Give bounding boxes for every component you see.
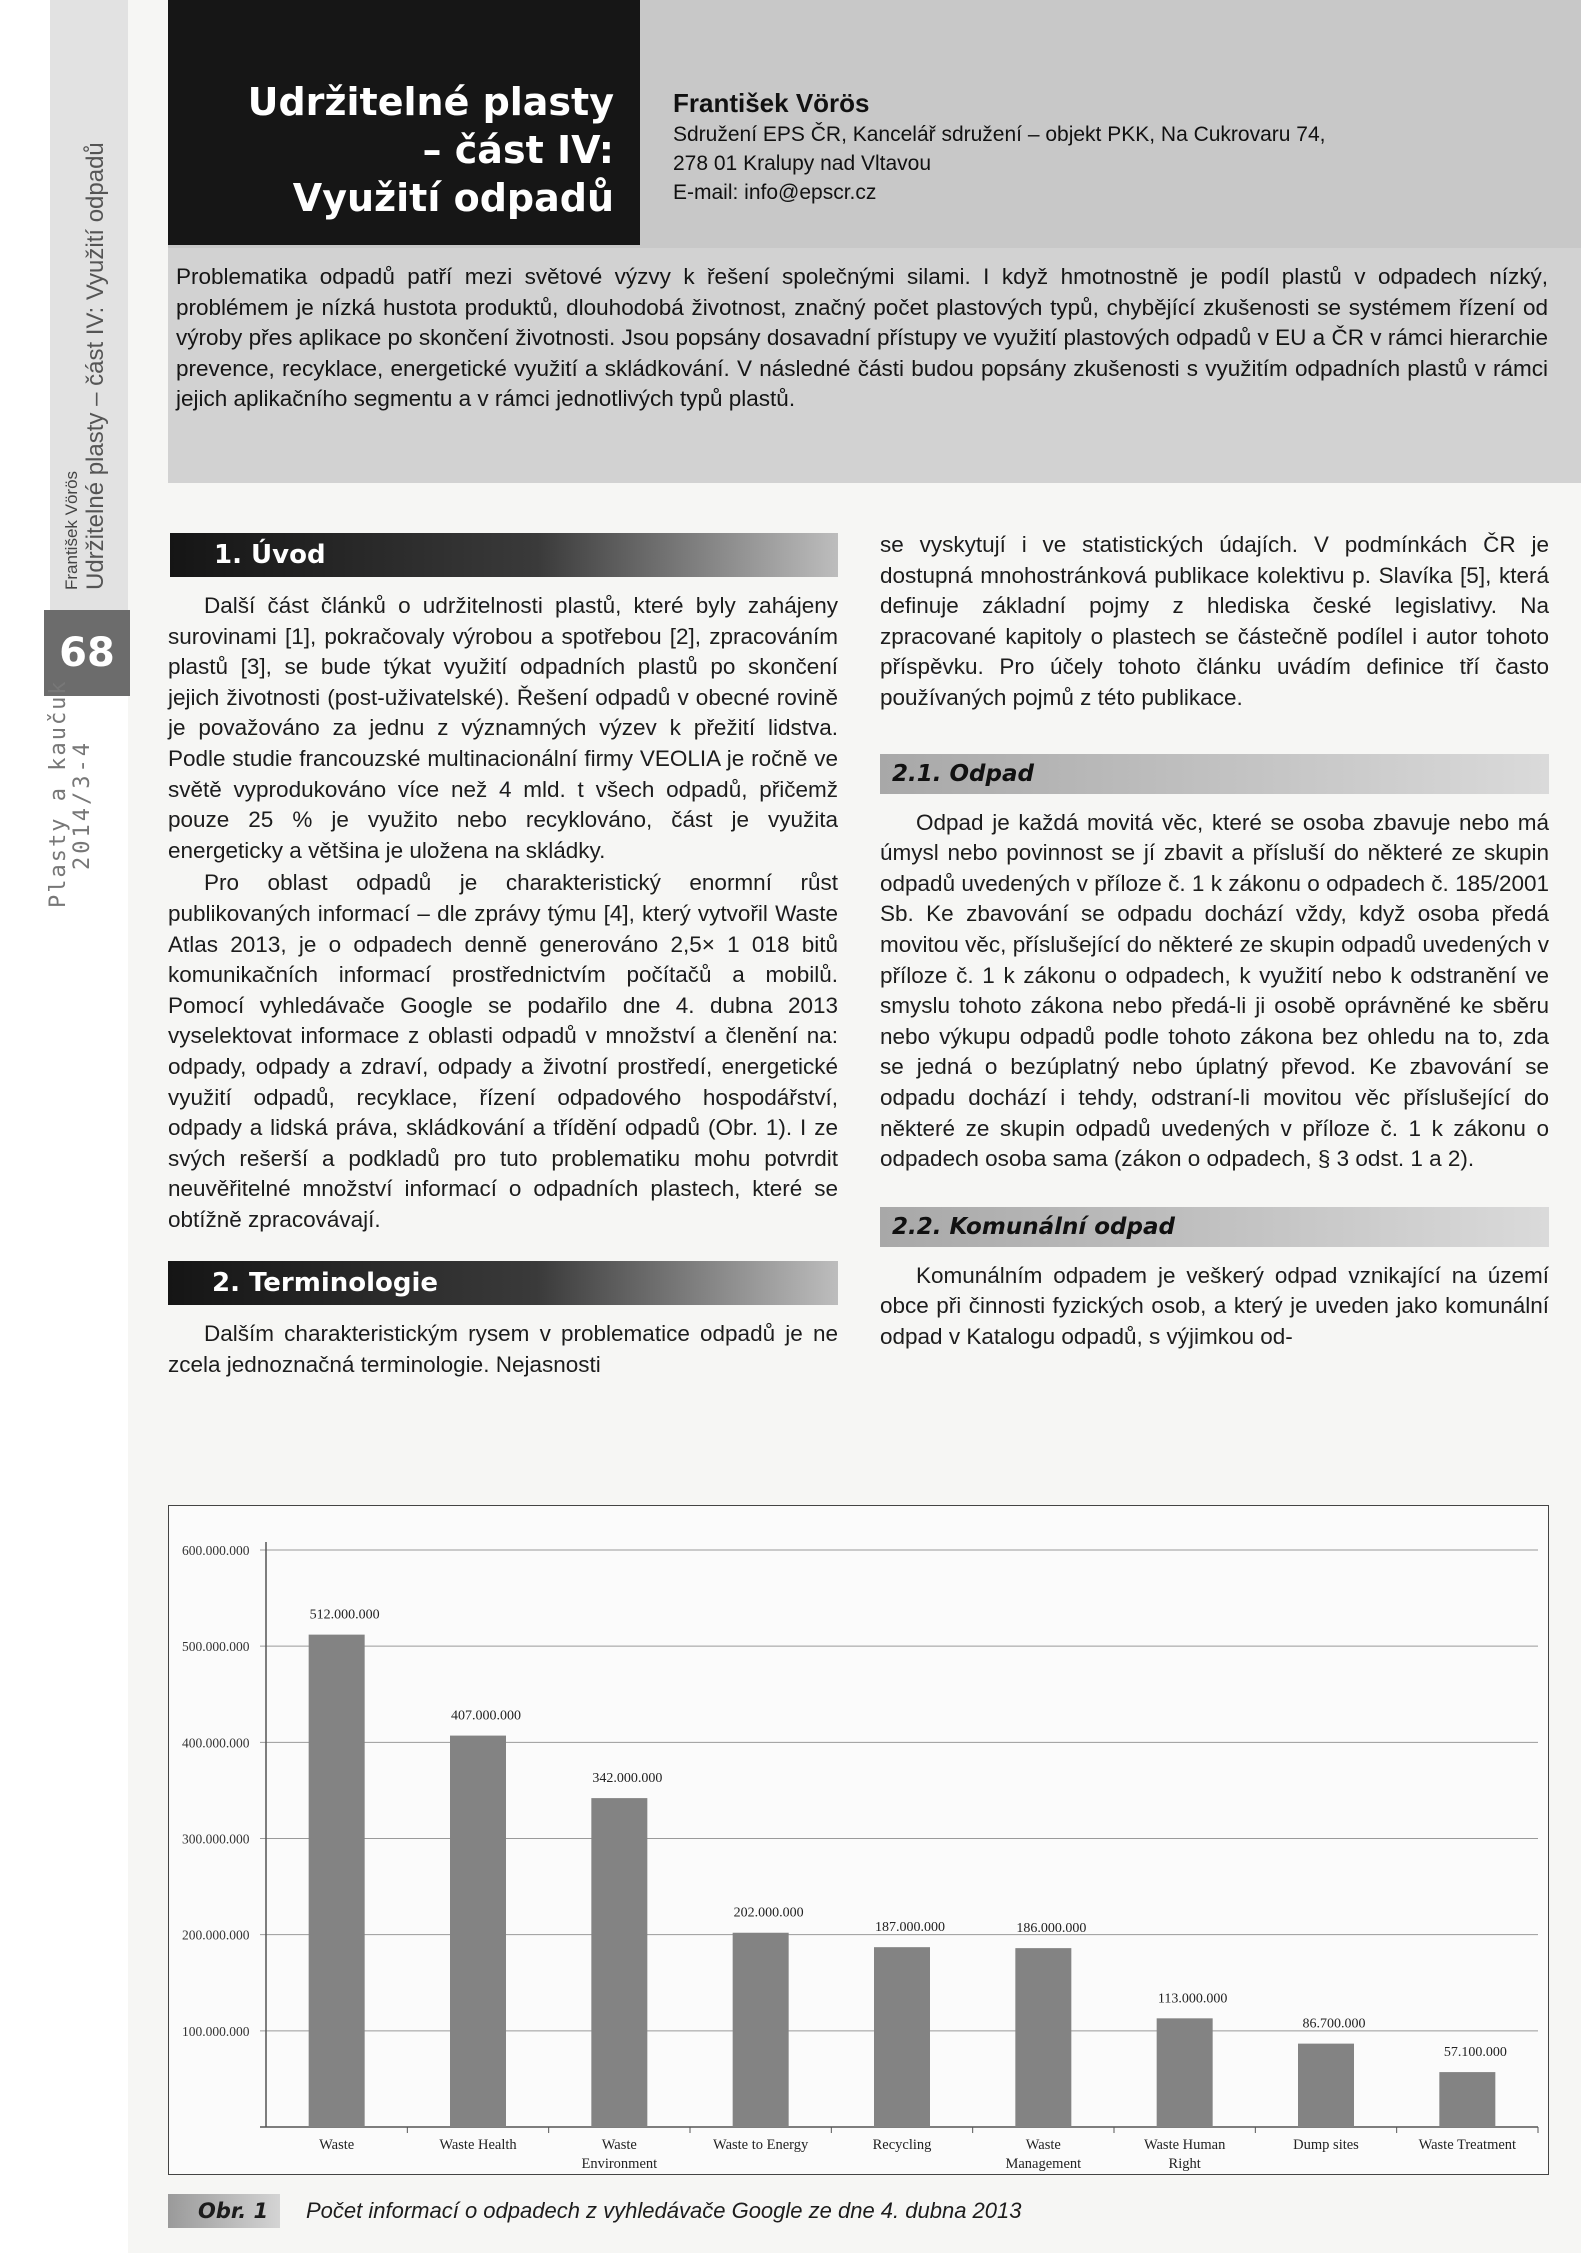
title-line-3: Využití odpadů (292, 176, 614, 220)
x-category-label: Waste (1025, 2137, 1061, 2153)
terminology-continued (880, 530, 1549, 714)
caption-text: Počet informací o odpadech z vyhledávače Google ze dne 4. dubna 2013 (306, 2198, 1022, 2223)
x-category-label: Waste (319, 2137, 355, 2153)
data-label: 113.000.000 (1157, 1991, 1228, 2007)
author-email: E-mail: info@epscr.cz (673, 181, 877, 204)
data-label: 57.100.000 (1443, 2045, 1507, 2061)
x-category-label: Waste (601, 2137, 637, 2153)
y-tick-label: 400.000.000 (182, 1735, 250, 1751)
terminology-paragraph-1: Dalším charakteristickým rysem v problematice odpadů je ne zcela jednoznačná terminologie. Nejasnosti (168, 1321, 838, 1378)
terminology-text (168, 1319, 838, 1380)
waste-text (880, 808, 1549, 1175)
bar-chart (168, 1505, 1549, 2175)
affiliation-line-2: 278 01 Kralupy nad Vltavou (673, 152, 932, 175)
author-block (673, 86, 1553, 207)
data-label: 512.000.000 (309, 1607, 380, 1623)
section-heading-waste: 2.1. Odpad (880, 754, 1549, 794)
x-category-label: Waste Treatment (1418, 2137, 1517, 2153)
running-header-title: Udržitelné plasty – část IV: Využití odpadů (82, 142, 109, 590)
left-column (168, 533, 838, 1381)
section-heading-terminology: 2. Terminologie (168, 1261, 838, 1305)
bar (1298, 2044, 1354, 2127)
title-line-2: – část IV: (422, 128, 614, 172)
figure-caption (168, 2194, 1549, 2230)
author-name: František Vörös (673, 88, 870, 118)
x-category-label: Environment (581, 2156, 658, 2172)
bar (874, 1947, 930, 2127)
x-category-label: Right (1168, 2156, 1201, 2172)
abstract: Problematika odpadů patří mezi světové výzvy k řešení společnými silami. I když hmotnostně je podíl plastů v odpadech nízký, problémem je nízká hustota produktů, dlouhodobá životnost, značný počet plastových typů, chybějící zkušenosti se systémem řízení od výroby přes aplikace po skončení životnosti. Jsou popsány dosavadní přístupy ve využití plastových odpadů v EU a ČR v rámci hierarchie prevence, recyklace, energetické využití a skládkování. V následné části budou popsány zkušenosti s využitím odpadních plastů v rámci jejich aplikačního segmentu a v rámci jednotlivých typů plastů. (176, 264, 1548, 411)
title-line-1: Udržitelné plasty (247, 80, 614, 124)
data-label: 187.000.000 (875, 1920, 945, 1936)
page-number: 68 (44, 610, 130, 696)
y-tick-label: 200.000.000 (182, 1927, 250, 1943)
bar (1439, 2072, 1495, 2127)
intro-paragraph-1: Další část článků o udržitelnosti plastů, které byly zahájeny surovinami [1], pokračovaly výrobou a spotřebou [2], zpracováním plastů [3], se bude týkat využití odpadních plastů po skončení jejich životnosti (post-uživatelské). Řešení odpadů v obecné rovině je považováno za jednu z významných výzev k přežití lidstva. Podle studie francouzské multinacionální firmy VEOLIA je ročně ve světě vyprodukováno více než 4 mld. t všech odpadů, přičemž pouze 25 % je využito nebo recyklováno, část je využita energeticky a většina je uložena na skládky. (168, 593, 838, 863)
intro-text (168, 591, 838, 1235)
section-heading-municipal-waste: 2.2. Komunální odpad (880, 1207, 1549, 1247)
terminology-paragraph-1-cont: se vyskytují i ve statistických údajích. V podmínkách ČR je dostupná mnohostránková publikace kolektivu p. Slavíka [5], která definuje základní pojmy z hlediska české legislativy. Na zpracované kapitoly o plastech se částečně podílel i autor tohoto příspěvku. Pro účely tohoto článku uvádím definice tří často používaných pojmů z této publikace. (880, 532, 1549, 710)
article-title (168, 0, 640, 245)
data-label: 186.000.000 (1016, 1921, 1087, 1937)
x-category-label: Management (1005, 2156, 1082, 2172)
x-category-label: Dump sites (1293, 2137, 1359, 2153)
right-column (880, 530, 1549, 1352)
data-label: 342.000.000 (592, 1771, 663, 1787)
waste-paragraph-1: Odpad je každá movitá věc, které se osoba zbavuje nebo má úmysl nebo povinnost se jí zbavit a přísluší do některé ze skupin odpadů uvedených v příloze č. 1 k zákonu o odpadech č. 185/2001 Sb. Ke zbavování se odpadu dochází vždy, když osoba předá movitou věc, příslušející do některé ze skupin odpadů uvedených v příloze č. 1 k zákonu o odpadech, k využití nebo k odstranění ve smyslu tohoto zákona nebo předá-li ji osobě oprávněné ke sběru nebo výkupu odpadů podle tohoto zákona bez ohledu na to, zda se jedná o bezúplatný nebo úplatný převod. Ke zbavování se odpadu dochází i tehdy, odstraní-li movitou věc příslušející do některé ze skupin odpadů uvedených v příloze č. 1 k zákonu o odpadech osoba sama (zákon o odpadech, § 3 odst. 1 a 2). (880, 809, 1549, 1172)
affiliation-line-1: Sdružení EPS ČR, Kancelář sdružení – objekt PKK, Na Cukrovaru 74, (673, 123, 1326, 146)
data-label: 202.000.000 (733, 1905, 804, 1921)
x-category-label: Recycling (872, 2137, 932, 2153)
y-tick-label: 300.000.000 (182, 1831, 250, 1847)
municipal-waste-text (880, 1261, 1549, 1353)
y-tick-label: 600.000.000 (182, 1543, 250, 1558)
caption-label: Obr. 1 (168, 2194, 280, 2228)
bar (450, 1736, 506, 2127)
bar (733, 1933, 789, 2127)
running-header-author: František Vörös (62, 470, 81, 590)
x-category-label: Waste Health (439, 2137, 517, 2153)
journal-name: Plasty a kaučuk (46, 679, 71, 908)
section-heading-intro: 1. Úvod (170, 533, 838, 577)
x-category-label: Waste Human (1143, 2137, 1226, 2153)
municipal-paragraph-1: Komunálním odpadem je veškerý odpad vznikající na území obce při činnosti fyzických osob, a který je uveden jako komunální odpad v Katalogu odpadů, s výjimkou od- (880, 1262, 1549, 1349)
bar (1157, 2018, 1213, 2127)
y-tick-label: 500.000.000 (182, 1639, 250, 1655)
y-tick-label: 100.000.000 (182, 2023, 250, 2039)
bar (1015, 1948, 1071, 2127)
x-category-label: Waste to Energy (713, 2137, 809, 2153)
data-label: 86.700.000 (1302, 2016, 1366, 2032)
intro-paragraph-2: Pro oblast odpadů je charakteristický enormní růst publikovaných informací – dle zprávy týmu [4], který vytvořil Waste Atlas 2013, je o odpadech denně generováno 2,5× 1 018 bitů komunikačních informací prostřednictvím počítačů a mobilů. Pomocí vyhledávače Google se podařilo dne 4. dubna 2013 vyselektovat informace z oblasti odpadů v množství a členění na: odpady, odpady a zdraví, odpady a životní prostředí, energetické využití odpadů, recyklace, řízení odpadového hospodářství, odpady a lidská práva, skládkování a třídění odpadů (Obr. 1). I ze svých rešerší a podkladů pro tuto problematiku mohu potvrdit neuvěřitelné množství informací o odpadních plastech, které se obtížně zpracovávají. (168, 870, 838, 1232)
data-label: 407.000.000 (451, 1708, 521, 1724)
journal-issue: 2014/3-4 (70, 740, 95, 870)
bar (591, 1798, 647, 2127)
bar (309, 1635, 365, 2127)
